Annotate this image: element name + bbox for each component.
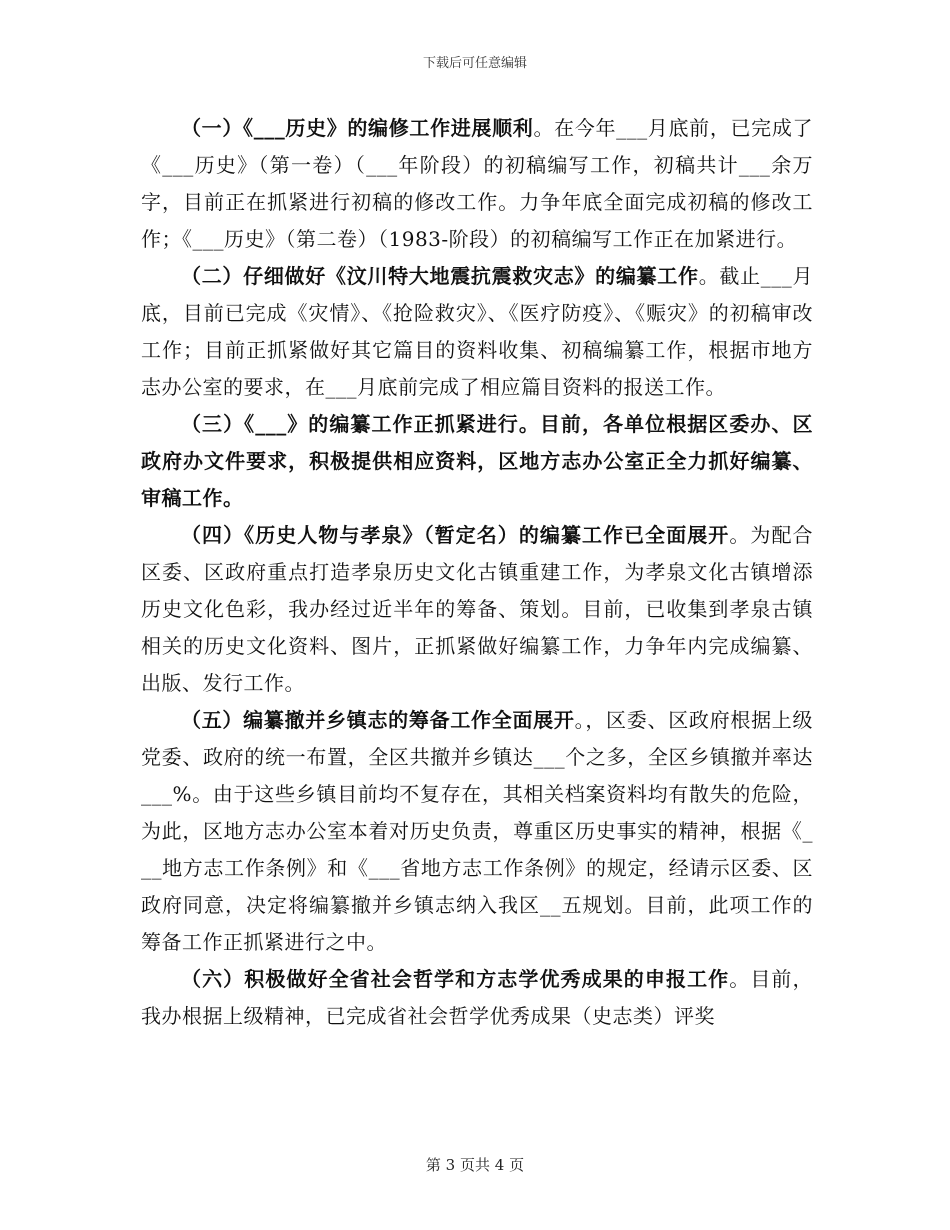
paragraph-1-heading: （一）《___历史》的编修工作进展顺利 bbox=[181, 116, 534, 140]
paragraph-1 bbox=[141, 110, 813, 258]
paragraph-6-text: 。目前，我办根据上级精神，已完成省社会哲学优秀成果（史志类）评奖 bbox=[141, 967, 814, 1028]
paragraph-4 bbox=[141, 517, 813, 702]
paragraph-5-text: 。，区委、区政府根据上级党委、政府的统一布置，全区共撤并乡镇达___个之多，全区乡镇撤并率达___%。由于这些乡镇目前均不复存在，其相关档案资料均有散失的危险，为此，区地方志办公室本着对历史负责，尊重区历史事实的精神，根据《___地方志工作条例》和《___省地方志工作条例》的规定，经请示区委、区政府同意，决定将编纂撤并乡镇志纳入我区__五规划。目前，此项工作的筹备工作正抓紧进行之中。 bbox=[141, 708, 814, 954]
paragraph-2-text: 。截止___月底，目前已完成《灾情》、《抢险救灾》、《医疗防疫》、《赈灾》的初稿审改工作；目前正抓紧做好其它篇目的资料收集、初稿编纂工作，根据市地方志办公室的要求，在___月底前完成了相应篇目资料的报送工作。 bbox=[141, 264, 814, 399]
paragraph-5 bbox=[141, 702, 813, 961]
paragraph-6-heading: （六）积极做好全省社会哲学和方志学优秀成果的申报工作 bbox=[181, 967, 730, 991]
paragraph-2-heading: （二）仔细做好《汶川特大地震抗震救灾志》的编纂工作 bbox=[181, 264, 699, 288]
paragraph-3 bbox=[141, 406, 813, 517]
paragraph-6 bbox=[141, 961, 813, 1035]
page-footer: 第 3 页共 4 页 bbox=[425, 1156, 525, 1174]
paragraph-4-text: 。为配合区委、区政府重点打造孝泉历史文化古镇重建工作，为孝泉文化古镇增添历史文化色彩，我办经过近半年的筹备、策划。目前，已收集到孝泉古镇相关的历史文化资料、图片，正抓紧做好编纂工作，力争年内完成编纂、出版、发行工作。 bbox=[141, 523, 814, 695]
paragraph-4-heading: （四）《历史人物与孝泉》（暂定名）的编纂工作已全面展开 bbox=[181, 523, 730, 547]
page-header: 下载后可任意编辑 bbox=[422, 56, 527, 71]
paragraph-3-heading: （三）《___》的编纂工作正抓紧进行。目前，各单位根据区委办、区政府办文件要求，积极提供相应资料，区地方志办公室正全力抓好编纂、审稿工作。 bbox=[141, 412, 813, 510]
paragraph-2 bbox=[141, 258, 813, 406]
paragraph-5-heading: （五）编纂撤并乡镇志的筹备工作全面展开 bbox=[181, 708, 575, 732]
document-body bbox=[141, 110, 813, 1035]
paragraph-1-text: 。在今年___月底前，已完成了《___历史》（第一卷）（___年阶段）的初稿编写工作，初稿共计___余万字，目前正在抓紧进行初稿的修改工作。力争年底全面完成初稿的修改工作；《___历史》（第二卷）（1983-阶段）的初稿编写工作正在加紧进行。 bbox=[141, 116, 814, 251]
